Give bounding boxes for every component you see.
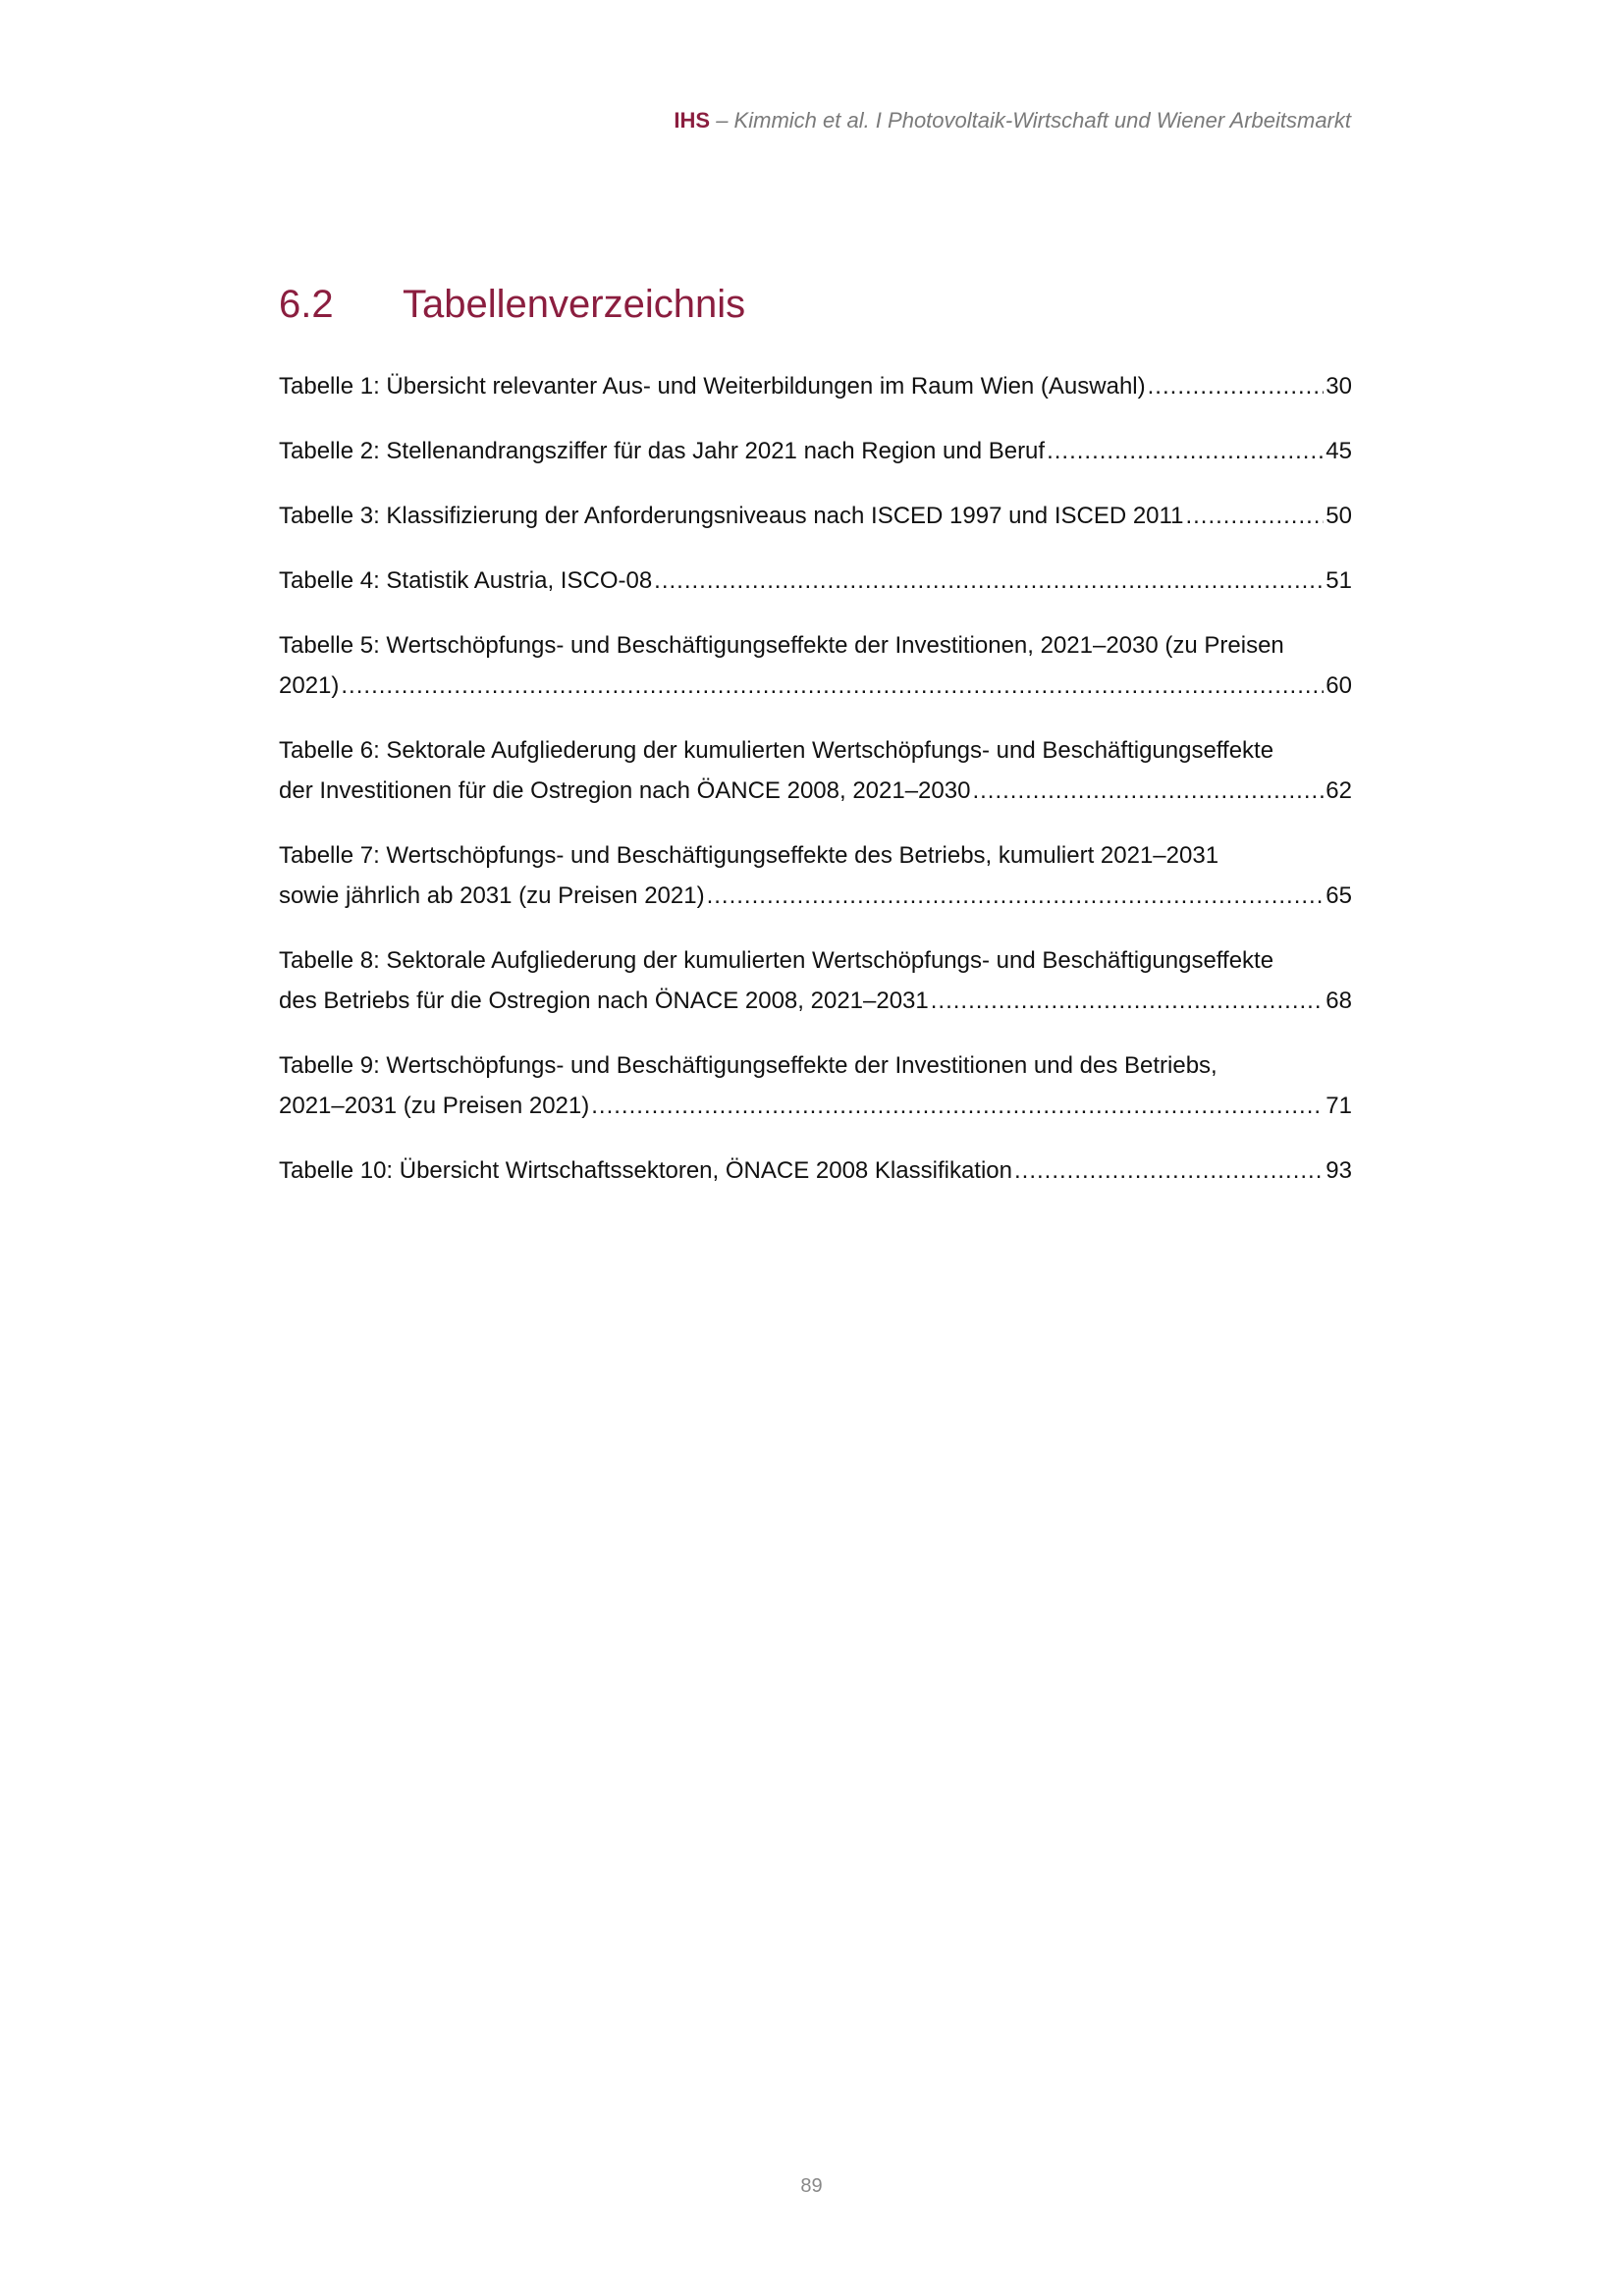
toc-entry-1[interactable] <box>279 366 1352 406</box>
toc-line <box>279 366 1352 406</box>
toc-line <box>279 771 1352 811</box>
dot-leader <box>341 666 1324 706</box>
dot-leader <box>1014 1150 1324 1191</box>
toc-entry-first-line: Tabelle 9: Wertschöpfungs- und Beschäftigungseffekte der Investitionen und des Betriebs, <box>279 1052 1217 1079</box>
toc-page-number: 51 <box>1325 567 1352 594</box>
toc-page-number: 30 <box>1325 373 1352 400</box>
toc-entry-text: Tabelle 4: Statistik Austria, ISCO-08 <box>279 567 653 594</box>
toc-page-number: 50 <box>1325 503 1352 529</box>
toc-page-number: 45 <box>1325 438 1352 464</box>
dot-leader <box>1185 496 1324 536</box>
toc-entry-4[interactable] <box>279 561 1352 601</box>
dot-leader <box>654 561 1324 601</box>
toc-entry-8[interactable] <box>279 940 1352 1021</box>
toc-entry-text: Tabelle 2: Stellenandrangsziffer für das Jahr 2021 nach Region und Beruf <box>279 438 1046 464</box>
toc-page-number: 68 <box>1325 988 1352 1014</box>
toc-entry-text: Tabelle 1: Übersicht relevanter Aus- und Weiterbildungen im Raum Wien (Auswahl) <box>279 373 1146 400</box>
toc-entry-first-line: Tabelle 7: Wertschöpfungs- und Beschäftigungseffekte des Betriebs, kumuliert 2021–2031 <box>279 842 1219 869</box>
toc-entry-3[interactable] <box>279 496 1352 536</box>
toc-page-number: 60 <box>1325 672 1352 699</box>
toc-page-number: 71 <box>1325 1093 1352 1119</box>
toc-page-number: 93 <box>1325 1157 1352 1184</box>
header-title: – Kimmich et al. I Photovoltaik-Wirtschaft und Wiener Arbeitsmarkt <box>710 108 1351 133</box>
running-header <box>674 108 1351 133</box>
dot-leader <box>1047 431 1324 471</box>
page-number: 89 <box>800 2175 823 2197</box>
toc-page-number: 65 <box>1325 882 1352 909</box>
toc-entry-text: Tabelle 3: Klassifizierung der Anforderungsniveaus nach ISCED 1997 und ISCED 2011 <box>279 503 1184 529</box>
toc-entry-first-line: Tabelle 8: Sektorale Aufgliederung der kumulierten Wertschöpfungs- und Beschäftigungseffekte <box>279 947 1274 974</box>
toc-entry-text: des Betriebs für die Ostregion nach ÖNACE 2008, 2021–2031 <box>279 988 929 1014</box>
toc-entry-text: 2021–2031 (zu Preisen 2021) <box>279 1093 590 1119</box>
dot-leader <box>931 981 1325 1021</box>
toc-line <box>279 666 1352 706</box>
toc-entry-text: sowie jährlich ab 2031 (zu Preisen 2021) <box>279 882 705 909</box>
toc-entry-first-line: Tabelle 5: Wertschöpfungs- und Beschäftigungseffekte der Investitionen, 2021–2030 (zu Preisen <box>279 632 1284 659</box>
toc-entry-10[interactable] <box>279 1150 1352 1191</box>
toc-page-number: 62 <box>1325 777 1352 804</box>
toc-entry-first-line: Tabelle 6: Sektorale Aufgliederung der kumulierten Wertschöpfungs- und Beschäftigungseffekte <box>279 737 1274 764</box>
toc-entry-2[interactable] <box>279 431 1352 471</box>
toc-entry-7[interactable] <box>279 835 1352 916</box>
toc-line <box>279 1086 1352 1126</box>
toc-line <box>279 431 1352 471</box>
toc-entry-5[interactable] <box>279 625 1352 706</box>
toc-line <box>279 876 1352 916</box>
toc-line <box>279 561 1352 601</box>
toc-entry-text: Tabelle 10: Übersicht Wirtschaftssektoren, ÖNACE 2008 Klassifikation <box>279 1157 1012 1184</box>
toc-line <box>279 981 1352 1021</box>
dot-leader <box>1148 366 1325 406</box>
table-list <box>279 366 1352 1215</box>
section-title: Tabellenverzeichnis <box>403 283 746 326</box>
section-number: 6.2 <box>279 283 334 326</box>
header-org: IHS <box>674 108 711 133</box>
toc-entry-text: 2021) <box>279 672 340 699</box>
toc-entry-6[interactable] <box>279 730 1352 811</box>
toc-line <box>279 496 1352 536</box>
dot-leader <box>707 876 1325 916</box>
toc-line <box>279 1150 1352 1191</box>
dot-leader <box>591 1086 1324 1126</box>
toc-entry-9[interactable] <box>279 1045 1352 1126</box>
section-heading <box>279 283 1359 327</box>
dot-leader <box>972 771 1324 811</box>
toc-entry-text: der Investitionen für die Ostregion nach ÖANCE 2008, 2021–2030 <box>279 777 971 804</box>
